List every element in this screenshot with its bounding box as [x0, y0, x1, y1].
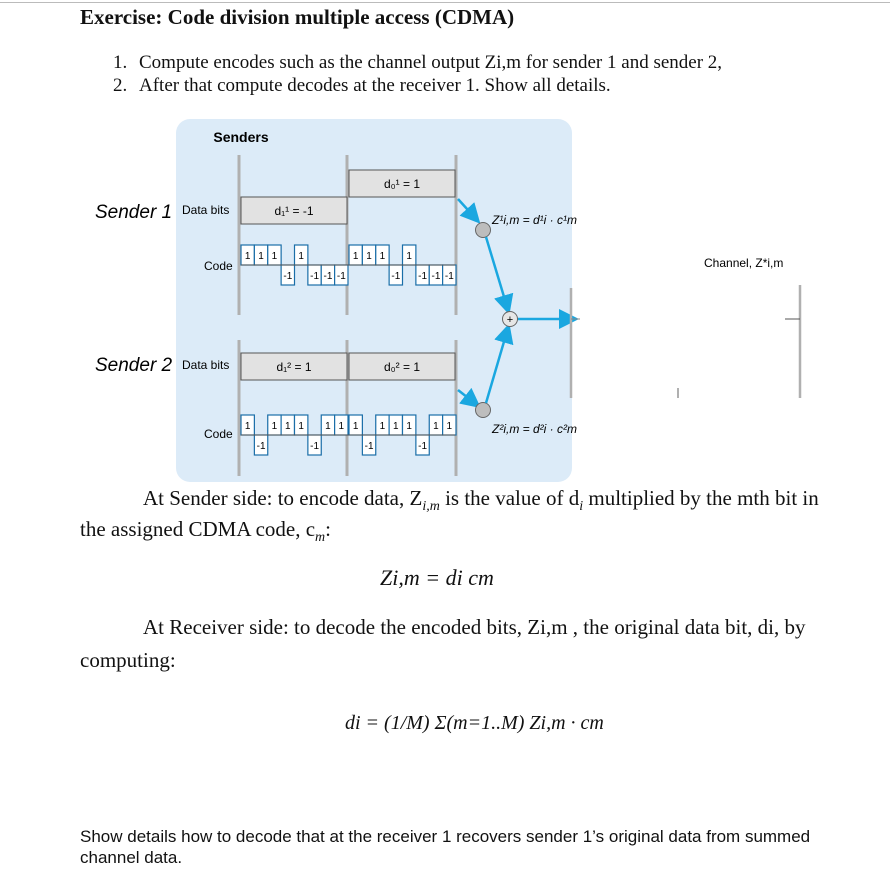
senders-label: Senders: [213, 129, 269, 145]
sender-1-bit-1-label: d₁¹ = -1: [274, 204, 314, 218]
sender-1-chip-label-0-5: -1: [310, 271, 320, 282]
sender-1-chip-label-0-4: 1: [298, 251, 304, 262]
sender-1-bit-0-label: d₀¹ = 1: [384, 177, 420, 191]
sender-2-chip-label-0-5: -1: [310, 441, 320, 452]
task-item-2: 2. After that compute decodes at the receiver 1. Show all details.: [113, 75, 611, 96]
sender-1-chip-label-1-0: 1: [352, 251, 359, 262]
sender-2-multiplier: [476, 403, 491, 418]
sender-2-bit-0-label: d₀² = 1: [384, 360, 420, 374]
sender-1-chip-label-0-1: 1: [258, 251, 264, 262]
z1-formula: Z¹i,m = d¹i · c¹m: [492, 213, 577, 227]
sender-1-chip-label-0-2: 1: [271, 251, 278, 262]
task-item-1: 1. Compute encodes such as the channel output Zi,m for sender 1 and sender 2,: [113, 52, 723, 73]
sender-1-code-label: Code: [204, 259, 233, 273]
sender-1-chip-label-1-1: 1: [366, 251, 372, 262]
footer-instruction: Show details how to decode that at the receiver 1 recovers sender 1’s original data from summed channel data.: [80, 827, 811, 867]
sender-2-chip-label-1-4: 1: [406, 421, 412, 432]
sender-1-label: Sender 1: [95, 202, 173, 223]
sender-2-chip-label-0-4: 1: [298, 421, 304, 432]
sender-1-multiplier: [476, 223, 491, 238]
cdma-diagram: [0, 110, 890, 488]
sender-1-data-bits-label: Data bits: [182, 203, 230, 217]
sender-1-chip-label-0-3: -1: [283, 271, 293, 282]
receiver-side-line-2: computing:: [80, 648, 176, 672]
sender-1-chip-label-1-5: -1: [418, 271, 428, 282]
decode-formula: di = (1/M) Σ(m=1..M) Zi,m · cm: [345, 712, 604, 734]
sender-2-code-label: Code: [204, 427, 233, 441]
sender-1-chip-label-1-6: -1: [431, 271, 441, 282]
sender-2-data-bits-label: Data bits: [182, 358, 230, 372]
sender-1-chip-label-0-0: 1: [244, 251, 251, 262]
sender-2-chip-label-0-2: 1: [271, 421, 278, 432]
top-rule: [0, 2, 890, 3]
z2-formula: Z²i,m = d²i · c²m: [492, 422, 577, 436]
sender-2-chip-label-0-0: 1: [244, 421, 251, 432]
sender-2-chip-label-1-3: 1: [393, 421, 399, 432]
sender-1-chip-label-1-2: 1: [379, 251, 386, 262]
channel-label: Channel, Z*i,m: [704, 256, 784, 270]
sender-2-chip-label-1-7: 1: [446, 421, 453, 432]
sender-1-chip-label-1-4: 1: [406, 251, 412, 262]
sender-1-chip-label-0-6: -1: [323, 271, 333, 282]
sender-2-chip-label-1-2: 1: [379, 421, 386, 432]
adder-symbol: +: [506, 314, 514, 326]
sender-2-chip-label-1-6: 1: [433, 421, 439, 432]
sender-1-chip-label-1-3: -1: [391, 271, 401, 282]
encode-formula: Zi,m = di cm: [380, 565, 494, 590]
sender-1-chip-label-0-7: -1: [336, 271, 346, 282]
sender-2-chip-label-1-5: -1: [418, 441, 428, 452]
sender-2-chip-label-0-1: -1: [256, 441, 266, 452]
sender-2-chip-label-1-0: 1: [352, 421, 359, 432]
sender-2-chip-label-0-6: 1: [325, 421, 331, 432]
sender-side-line-1: At Sender side: to encode data, $Z_{i,m}$ is the value of $d_i$ multiplied by the mth bit in: [143, 486, 819, 515]
sender-2-label: Sender 2: [95, 355, 173, 376]
sender-2-chip-label-1-1: -1: [364, 441, 374, 452]
sender-side-line-2: the assigned CDMA code, $c_m$:: [80, 517, 332, 546]
page-title: Exercise: Code division multiple access (CDMA): [80, 5, 515, 29]
receiver-side-line-1: At Receiver side: to decode the encoded bits, Zi,m , the original data bit, di, by: [143, 615, 806, 639]
sender-2-chip-label-0-3: 1: [285, 421, 291, 432]
sender-2-bit-1-label: d₁² = 1: [276, 360, 312, 374]
sender-2-chip-label-0-7: 1: [338, 421, 345, 432]
sender-1-chip-label-1-7: -1: [444, 271, 454, 282]
